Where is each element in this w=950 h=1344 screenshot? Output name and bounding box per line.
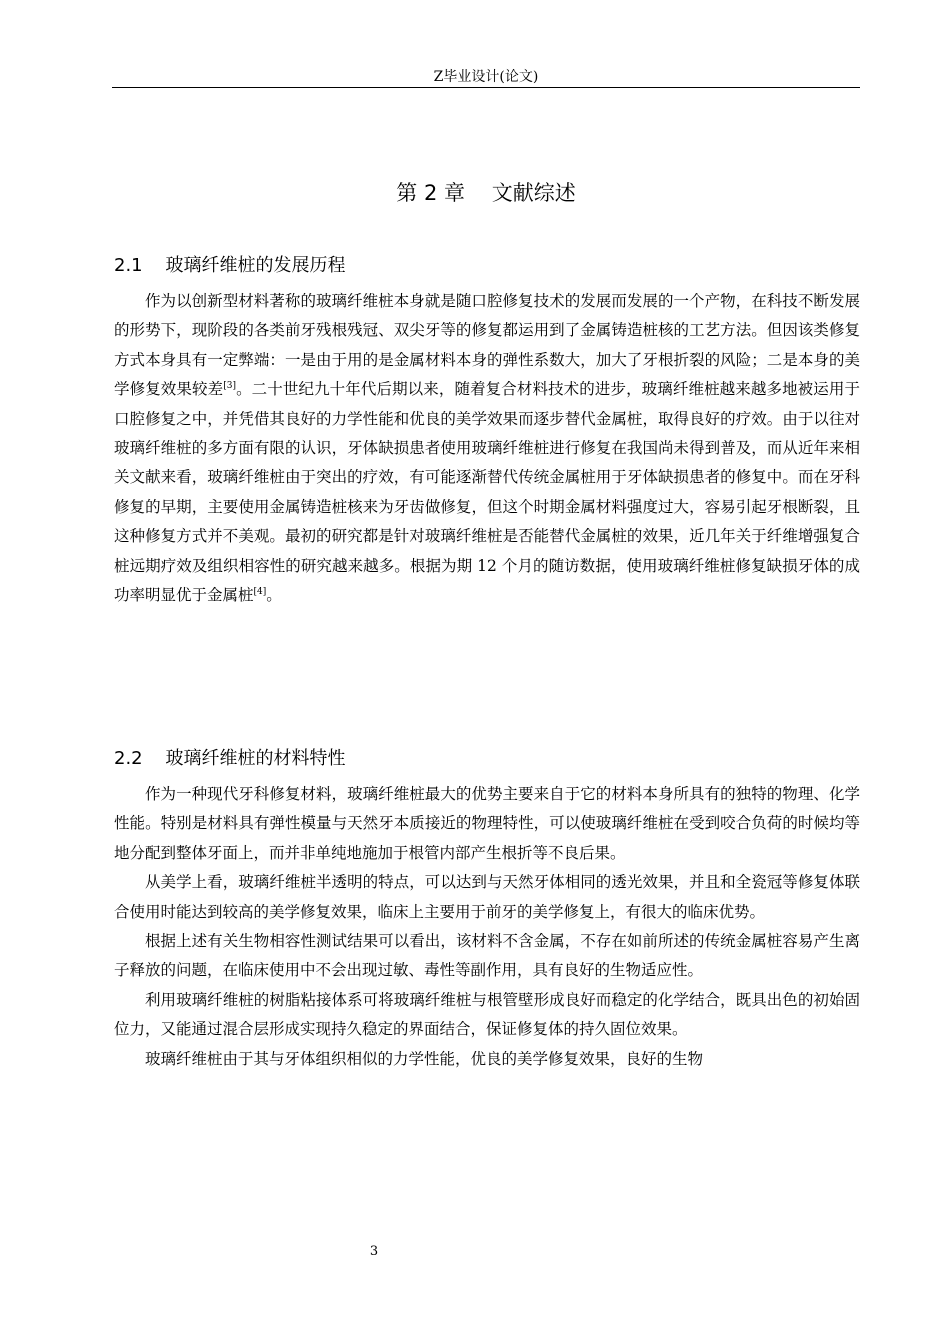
paragraph-text: 。二十世纪九十年代后期以来，随着复合材料技术的进步，玻璃纤维桩越来越多地被运用于口腔修复之中，并凭借其良好的力学性能和优良的美学效果而逐步替代金属桩，取得良好的疗效。由于以往对玻璃纤维桩的多方面有限的认识，牙体缺损患者使用玻璃纤维桩进行修复在我国尚未得到普及，而从近年来相关文献来看，玻璃纤维桩由于突出的疗效，有可能逐渐替代传统金属桩用于牙体缺损患者的修复中。而在牙科修复的早期，主要使用金属铸造桩核来为牙齿做修复，但这个时期金属材料强度过大，容易引起牙根断裂，且这种修复方式并不美观。最初的研究都是针对玻璃纤维桩是否能替代金属桩的效果，近几年关于纤维增强复合桩远期疗效及组织相容性的研究越来越多。根据为期 12 个月的随访数据，使用玻璃纤维桩修复缺损牙体的成功率明显优于金属桩 [114,380,860,605]
paragraph: 玻璃纤维桩由于其与牙体组织相似的力学性能，优良的美学修复效果，良好的生物 [145,1049,704,1068]
section-2-2 [114,746,860,1074]
section-2-1 [114,253,860,610]
section-heading: 2.1 玻璃纤维桩的发展历程 [114,255,346,276]
citation: [3] [223,381,236,392]
header-rule [112,87,860,88]
paragraph [114,287,860,610]
running-header: Z毕业设计(论文) [433,69,539,85]
paragraph: 根据上述有关生物相容性测试结果可以看出，该材料不含金属，不存在如前所述的传统金属桩容易产生离子释放的问题，在临床使用中不会出现过敏、毒性等副作用，具有良好的生物适应性。 [114,932,860,980]
paragraph: 作为一种现代牙科修复材料，玻璃纤维桩最大的优势主要来自于它的材料本身所具有的独特的物理、化学性能。特别是材料具有弹性模量与天然牙本质接近的物理特性，可以使玻璃纤维桩在受到咬合负荷的时候均等地分配到整体牙面上，而并非单纯地施加于根管内部产生根折等不良后果。 [114,785,860,862]
citation: [4] [253,587,267,598]
paragraph-text: 。 [266,586,282,605]
paragraph: 利用玻璃纤维桩的树脂粘接体系可将玻璃纤维桩与根管壁形成良好而稳定的化学结合，既具出色的初始固位力，又能通过混合层形成实现持久稳定的界面结合，保证修复体的持久固位效果。 [114,990,860,1039]
page-number: 3 [369,1244,379,1259]
section-heading: 2.2 玻璃纤维桩的材料特性 [114,748,346,769]
paragraph: 从美学上看，玻璃纤维桩半透明的特点，可以达到与天然牙体相同的透光效果，并且和全瓷冠等修复体联合使用时能达到较高的美学修复效果，临床上主要用于前牙的美学修复上，有很大的临床优势。 [114,873,860,921]
chapter-title: 第 2 章 文献综述 [396,181,576,205]
paragraph-text: 作为以创新型材料著称的玻璃纤维桩本身就是随口腔修复技术的发展而发展的一个产物，在科技不断发展的形势下，现阶段的各类前牙残根残冠、双尖牙等的修复都运用到了金属铸造桩核的工艺方法。但因该类修复方式本身具有一定弊端：一是由于用的是金属材料本身的弹性系数大，加大了牙根折裂的风险；二是本身的美学修复效果较差 [114,292,860,399]
